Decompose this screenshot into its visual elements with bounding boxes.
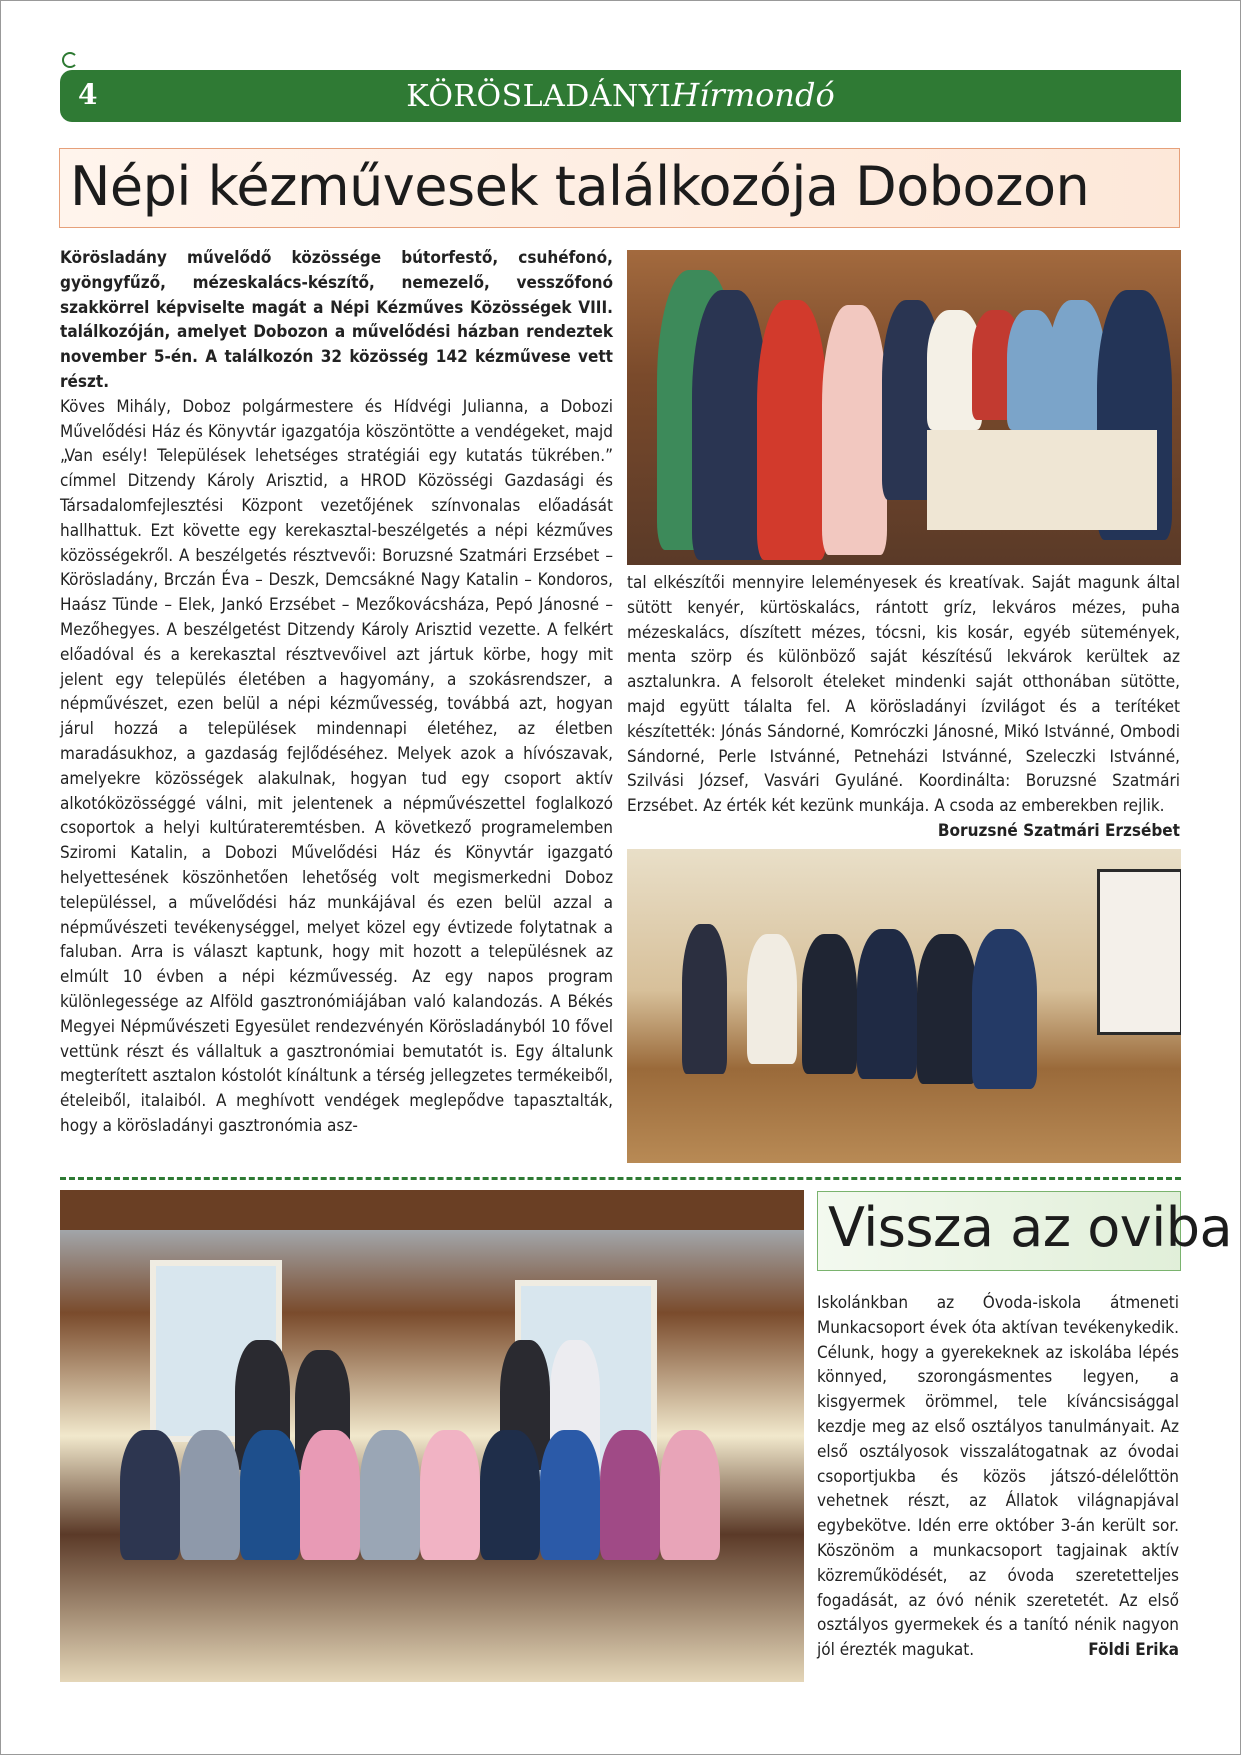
article1-lead: Körösladány művelődő közössége bútorfestő, csuhéfonó, gyöngyfűző, mézeskalács-készítő, nemezelő, vesszőfonó szakkörrel képviselte magát a Népi Kézműves Közösségek VIII. találkozóján, amelyet Dobozon a művelődési házban rendeztek november 5-én. A találkozón 32 közösség 142 kézművese vett részt.: [60, 248, 613, 392]
article2-author: Földi Erika: [1088, 1640, 1179, 1661]
masthead: [60, 76, 1181, 114]
article2-title-box: [817, 1191, 1233, 1271]
article1-author: Boruzsné Szatmári Erzsébet: [937, 820, 1180, 841]
masthead-main: KÖRÖSLADÁNYI: [406, 79, 672, 114]
article1-right-column: [627, 571, 1180, 844]
article2-column: [817, 1291, 1179, 1663]
article2-body: Iskolánkban az Óvoda-iskola átmeneti Munkacsoport évek óta aktívan tevékenykedik. Célunk, hogy a gyerekeknek az iskolába lépés könnyed, szorongásmentes legyen, a kisgyermek örömmel, tele kíváncsisággal kezdje meg az első osztályos tanulmányait. Az első osztályosok visszalátogatnak az óvodai csoportjukba és közös játszó-délelőttön vehetnek részt, az Állatok világnapjával egybekötve. Idén erre október 3-án került sor. Köszönöm a munkacsoport tagjainak aktív közreműködését, az óvoda szeretetteljes fogadását, az óvó nénik szeretetét. Az első osztályos gyermekek és a tanító nénik nagyon jól érezték magukat.: [817, 1293, 1179, 1661]
article1-title-box: [59, 148, 1180, 228]
section-separator: [60, 1177, 1181, 1180]
article1-title: Népi kézművesek találkozója Dobozon: [70, 155, 1090, 218]
photo-kindergarten-group: [60, 1190, 804, 1682]
page-number: 4: [78, 78, 98, 111]
article2-title: Vissza az oviba: [828, 1196, 1233, 1259]
masthead-script: Hírmondó: [671, 76, 835, 114]
photo-roundtable-discussion: [627, 849, 1181, 1163]
article1-body-left: Köves Mihály, Doboz polgármestere és Hídvégi Julianna, a Dobozi Művelődési Ház és Könyvtár igazgatója köszöntötte a vendégeket, majd „Van esély! Települések lehetséges stratégiái egy kutatás tükrében.” címmel Ditzendy Károly Arisztid, a HROD Közösségi Gazdasági és Társadalomfejlesztési Központ vezetőjének színvonalas előadását hallhattuk. Ezt követte egy kerekasztal-beszélgetés a népi kézműves közösségekről. A beszélgetés résztvevői: Boruzsné Szatmári Erzsébet – Körösladány, Brczán Éva – Deszk, Demcsákné Nagy Katalin – Kondoros, Haász Tünde – Elek, Jankó Erzsébet – Mezőkovácsháza, Pepó Jánosné – Mezőhegyes. A beszélgetést Ditzendy Károly Arisztid vezette. A felkért előadóval és a kerekasztal résztvevőivel azt jártuk körbe, hogy mit jelent egy település életében a hagyomány, a szokásrendszer, a népművészet, ezen belül a népi kézművesség, továbbá azt, hogyan járul hozzá a települések mindennapi életéhez, az életben maradásukhoz, a gazdaság fejlődéséhez. Melyek azok a hívószavak, amelyekre közösségek alakulnak, hogyan tud egy csoport aktív alkotóközösséggé válni, mit jelentenek a népművészettel foglalkozó csoportok a helyi kultúrateremtésben. A következő programelemben Sziromi Katalin, a Dobozi Művelődési Ház és Könyvtár igazgató helyettesének köszönhetően lehetőség volt megismerkedni Doboz településsel, a művelődési ház munkájával és ezen belül azzal a népművészeti tevékenységgel, melyet közel egy évtizede folytatnak a faluban. Arra is választ kaptunk, hogy mit hozott a településnek az elmúlt 10 évben a népi kézművesség. Az egy napos program különlegessége az Alföld gasztronómiájában való kalandozás. A Békés Megyei Népművészeti Egyesület rendezvényén Körösladányból 10 fővel vettünk részt és vállaltuk a gasztronómiai bemutatót is. Egy általunk megterített asztalon kóstolót kínáltunk a térség jellegzetes termékeiből, ételeiből, italaiból. A meghívott vendégek meglepődve tapasztalták, hogy a körösladányi gasztronómia asz-: [60, 396, 613, 1136]
photo-craftswomen-table: [627, 250, 1181, 565]
swirl-ornament-icon: [62, 52, 78, 68]
article1-left-column: [60, 246, 613, 1139]
header-bar: [60, 70, 1181, 122]
article1-body-right: tal elkészítői mennyire leleményesek és kreatívak. Saját magunk által sütött kenyér, kürtöskalács, rántott gríz, lekváros mézes, puha mézeskalács, díszített mézes, tócsni, kis kosár, egyéb sütemények, menta szörp és különböző saját készítésű lekvárok kerültek az asztalunkra. A felsorolt ételeket mindenki saját otthonában sütötte, majd együtt tálalta fel. A körösladányi ízvilágot és a terítéket készítették: Jónás Sándorné, Komróczki Jánosné, Mikó Istvánné, Ombodi Sándorné, Perle Istvánné, Petneházi Istvánné, Szeleczki Istvánné, Szilvási József, Vasvári Gyuláné. Koordinálta: Boruzsné Szatmári Erzsébet. Az érték két kezünk munkája. A csoda az emberekben rejlik.: [627, 573, 1180, 817]
